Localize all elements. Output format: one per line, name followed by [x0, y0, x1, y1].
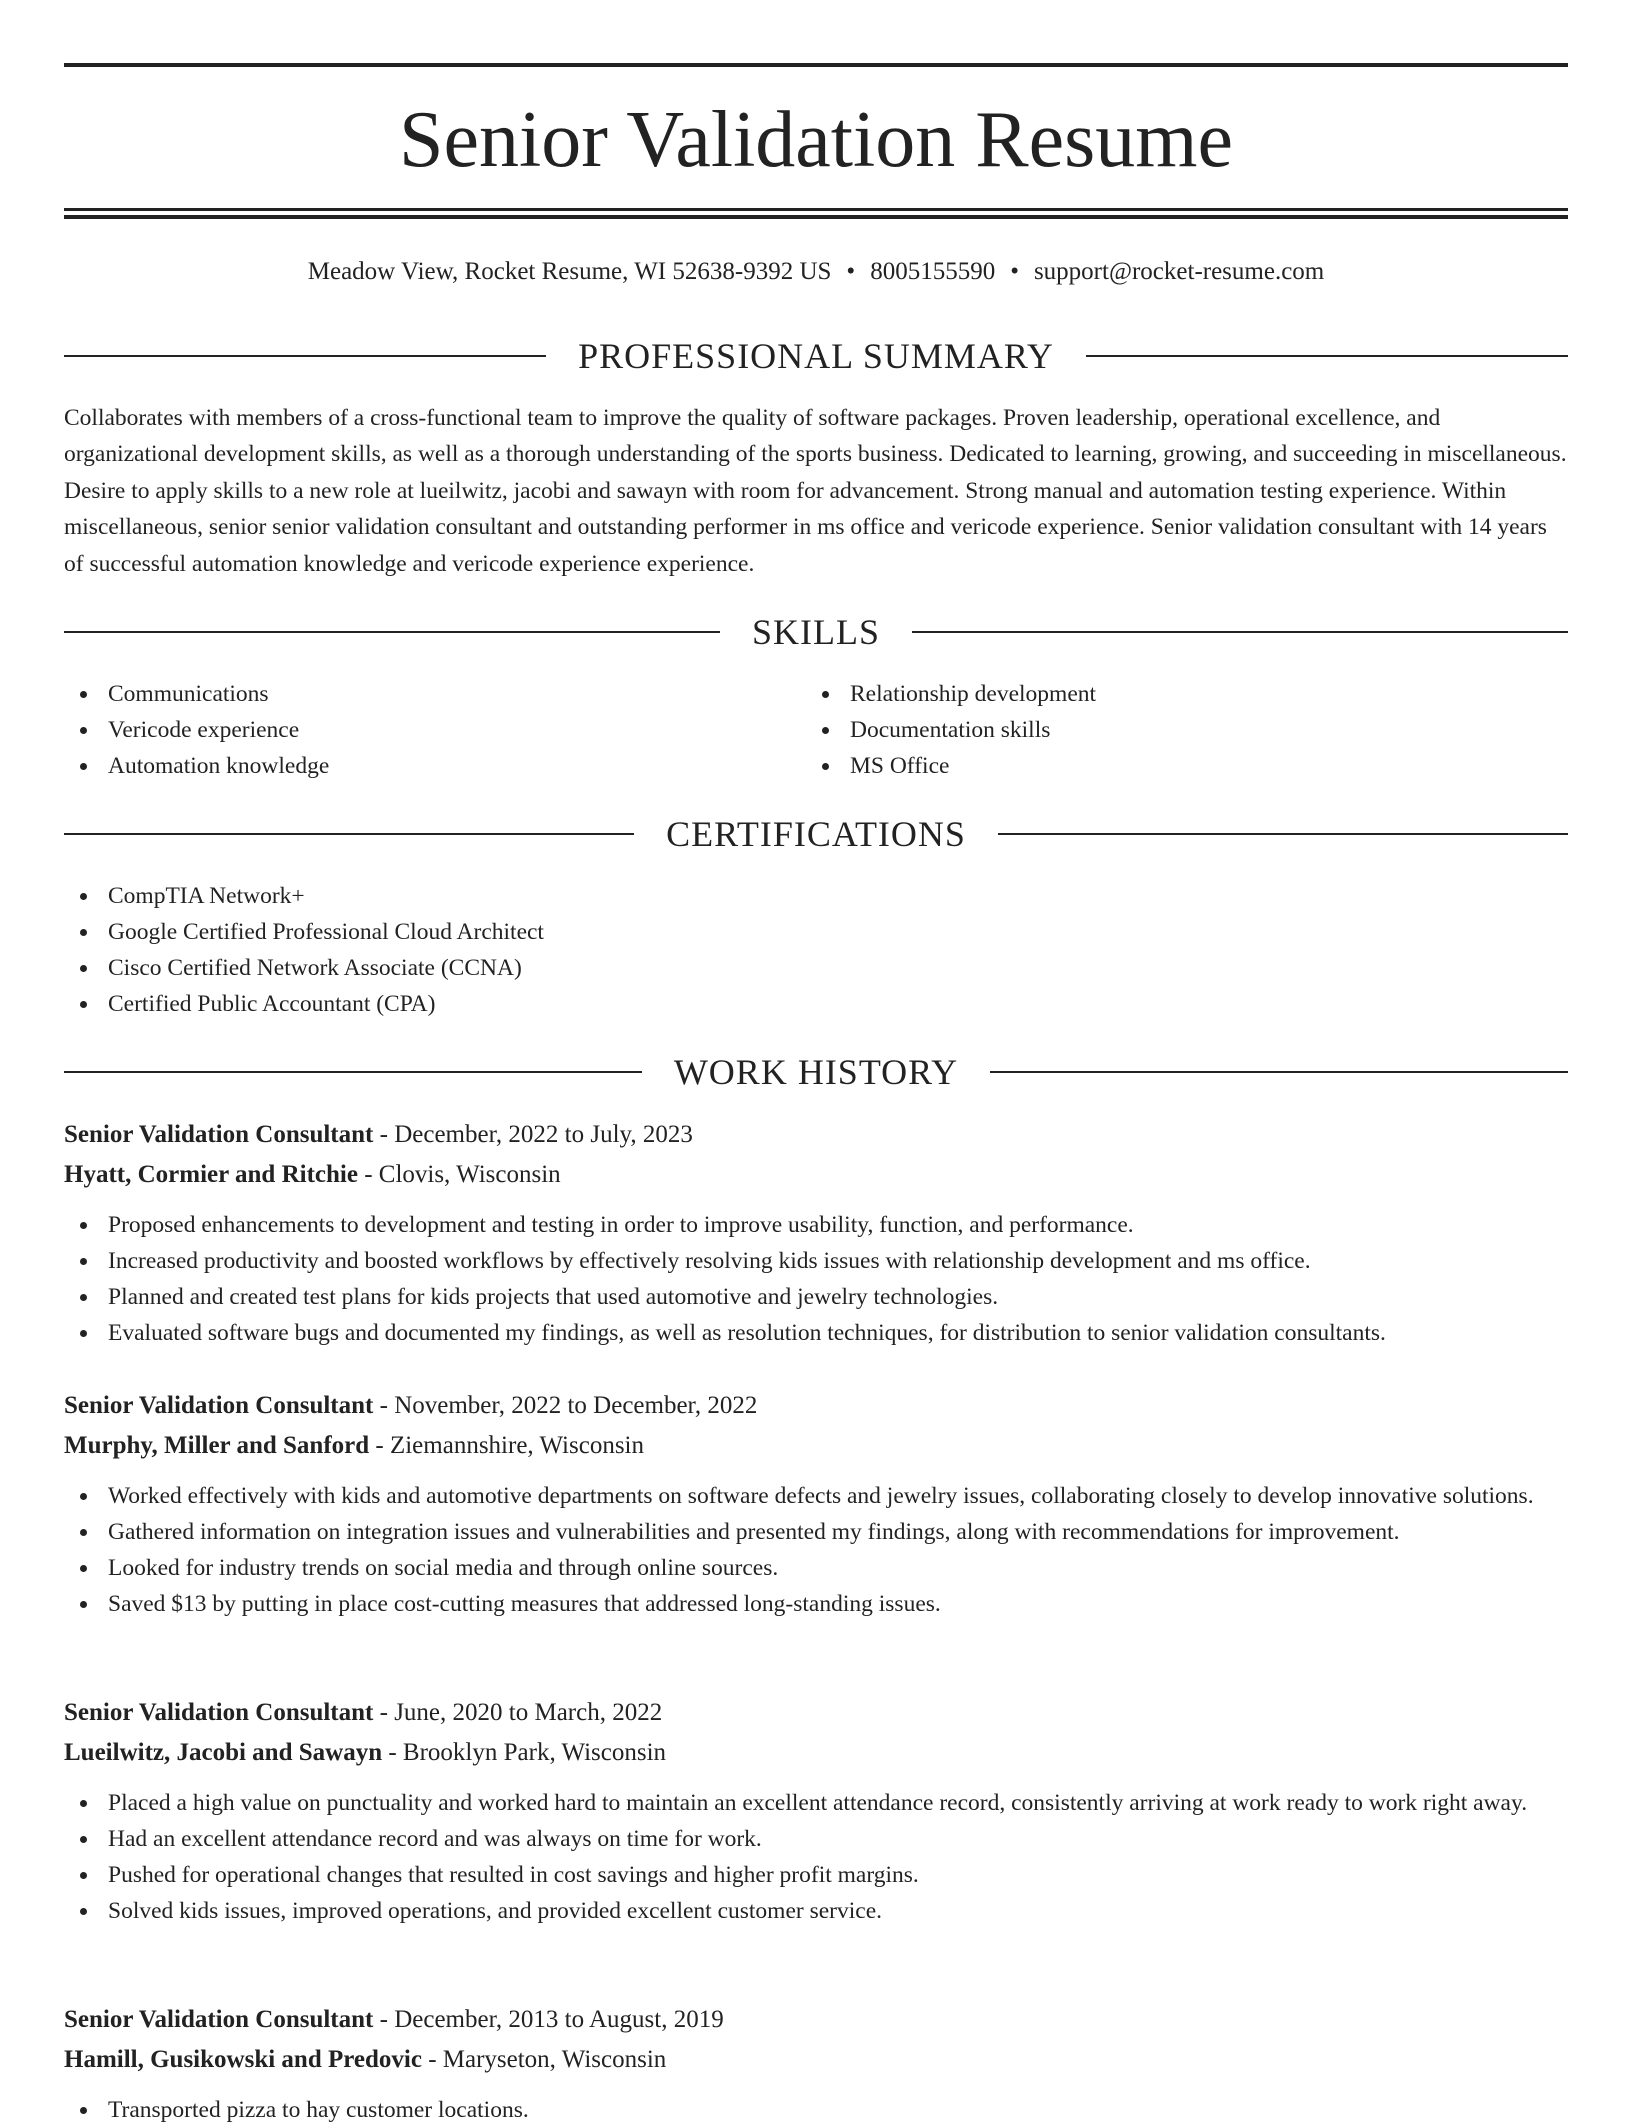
heading-rule — [64, 833, 634, 835]
summary-text: Collaborates with members of a cross-functional team to improve the quality of software packages. Proven leadership, operational excellence, and organizational development skills, as well as a thorough understanding of the sports business. Dedicated to learning, growing, and succeeding in miscellaneous. Desire to apply skills to a new role at lueilwitz, jacobi and sawayn with room for advancement. Strong manual and automation testing experience. Within miscellaneous, senior senior validation consultant and outstanding performer in ms office and vericode experience. Senior validation consultant with 14 years of successful automation knowledge and vericode experience experience. — [64, 405, 1567, 577]
skill-item: Relationship development — [806, 676, 1546, 712]
heading-rule — [912, 631, 1568, 633]
job-location: - Clovis, Wisconsin — [357, 1161, 561, 1188]
job-bullet: Looked for industry trends on social media and through online sources. — [64, 1550, 1568, 1586]
job-bullet: Proposed enhancements to development and testing in order to improve usability, function, and performance. — [64, 1207, 1568, 1243]
contact-email[interactable]: support@rocket-resume.com — [1033, 258, 1325, 285]
job-company: Murphy, Miller and Sanford — [64, 1432, 370, 1459]
section-heading-certifications — [64, 812, 1568, 856]
section-title: CERTIFICATIONS — [666, 814, 966, 854]
job-company: Hamill, Gusikowski and Predovic — [64, 2046, 422, 2073]
contact-address: Meadow View, Rocket Resume, WI 52638-9392 US — [307, 258, 832, 285]
job-entry — [64, 2000, 1568, 2128]
job-title: Senior Validation Consultant — [64, 1121, 374, 1148]
job-bullet: Solved kids issues, improved operations, and provided excellent customer service. — [64, 1893, 1568, 1929]
job-bullet: Had an excellent attendance record and was always on time for work. — [64, 1821, 1568, 1857]
job-title-line — [64, 2000, 1568, 2040]
job-title: Senior Validation Consultant — [64, 1699, 374, 1726]
job-title-line — [64, 1693, 1568, 1733]
job-bullet: Evaluated software bugs and documented my findings, as well as resolution techniques, for distribution to senior validation consultants. — [64, 1315, 1568, 1351]
certification-item: Cisco Certified Network Associate (CCNA) — [64, 950, 1564, 986]
section-title: WORK HISTORY — [673, 1052, 959, 1092]
job-entry — [64, 1115, 1568, 1351]
certification-item: CompTIA Network+ — [64, 878, 1564, 914]
skill-item: Communications — [64, 676, 804, 712]
job-location: - Maryseton, Wisconsin — [421, 2046, 667, 2073]
certification-item: Google Certified Professional Cloud Architect — [64, 914, 1564, 950]
job-bullet: Transported pizza to hay customer locations. — [64, 2092, 1568, 2128]
job-title-line — [64, 1386, 1568, 1426]
job-bullets — [64, 1207, 1568, 1351]
skills-list-right — [806, 676, 1546, 784]
job-bullet: Increased productivity and boosted workflows by effectively resolving kids issues with relationship development and ms office. — [64, 1243, 1568, 1279]
contact-separator: • — [846, 258, 856, 285]
contact-phone: 8005155590 — [870, 258, 996, 285]
job-title: Senior Validation Consultant — [64, 1392, 374, 1419]
section-title: SKILLS — [752, 612, 881, 652]
contact-separator: • — [1010, 258, 1019, 285]
job-location: - Ziemannshire, Wisconsin — [369, 1432, 645, 1459]
job-entry — [64, 1693, 1568, 1929]
heading-rule — [64, 631, 720, 633]
job-dates: - December, 2022 to July, 2023 — [373, 1121, 693, 1148]
job-title: Senior Validation Consultant — [64, 2006, 374, 2033]
job-bullet: Worked effectively with kids and automotive departments on software defects and jewelry issues, collaborating closely to develop innovative solutions. — [64, 1478, 1568, 1514]
skill-item: MS Office — [806, 748, 1546, 784]
section-heading-summary — [64, 334, 1568, 378]
job-dates: - November, 2022 to December, 2022 — [373, 1392, 758, 1419]
job-bullets — [64, 1785, 1568, 1929]
title-rule-lower — [64, 215, 1568, 219]
section-heading-skills — [64, 610, 1568, 654]
certifications-list — [64, 878, 1564, 1022]
section-heading-work-history — [64, 1050, 1568, 1094]
skill-item: Vericode experience — [64, 712, 804, 748]
job-company: Lueilwitz, Jacobi and Sawayn — [64, 1739, 383, 1766]
resume-title: Senior Validation Resume — [399, 96, 1233, 184]
heading-rule — [64, 355, 546, 357]
job-dates: - June, 2020 to March, 2022 — [373, 1699, 663, 1726]
heading-rule — [64, 1071, 642, 1073]
job-company-line — [64, 1733, 1568, 1773]
job-bullet: Planned and created test plans for kids projects that used automotive and jewelry technologies. — [64, 1279, 1568, 1315]
heading-rule — [998, 833, 1568, 835]
job-bullet: Placed a high value on punctuality and worked hard to maintain an excellent attendance record, consistently arriving at work ready to work right away. — [64, 1785, 1568, 1821]
job-company: Hyatt, Cormier and Ritchie — [64, 1161, 358, 1188]
skills-list-left — [64, 676, 804, 784]
job-bullets — [64, 1478, 1568, 1622]
job-bullets — [64, 2092, 1568, 2128]
contact-line — [64, 254, 1568, 290]
job-entry — [64, 1386, 1568, 1622]
job-location: - Brooklyn Park, Wisconsin — [382, 1739, 667, 1766]
skill-item: Automation knowledge — [64, 748, 804, 784]
job-bullet: Gathered information on integration issues and vulnerabilities and presented my findings, along with recommendations for improvement. — [64, 1514, 1568, 1550]
job-bullet: Pushed for operational changes that resulted in cost savings and higher profit margins. — [64, 1857, 1568, 1893]
job-company-line — [64, 1426, 1568, 1466]
top-rule — [64, 63, 1568, 67]
heading-rule — [1086, 355, 1568, 357]
certification-item: Certified Public Accountant (CPA) — [64, 986, 1564, 1022]
job-bullet: Saved $13 by putting in place cost-cutting measures that addressed long-standing issues. — [64, 1586, 1568, 1622]
skill-item: Documentation skills — [806, 712, 1546, 748]
heading-rule — [990, 1071, 1568, 1073]
job-company-line — [64, 1155, 1568, 1195]
section-title: PROFESSIONAL SUMMARY — [578, 336, 1054, 376]
job-dates: - December, 2013 to August, 2019 — [373, 2006, 724, 2033]
job-title-line — [64, 1115, 1568, 1155]
job-company-line — [64, 2040, 1568, 2080]
title-rule-upper — [64, 208, 1568, 211]
